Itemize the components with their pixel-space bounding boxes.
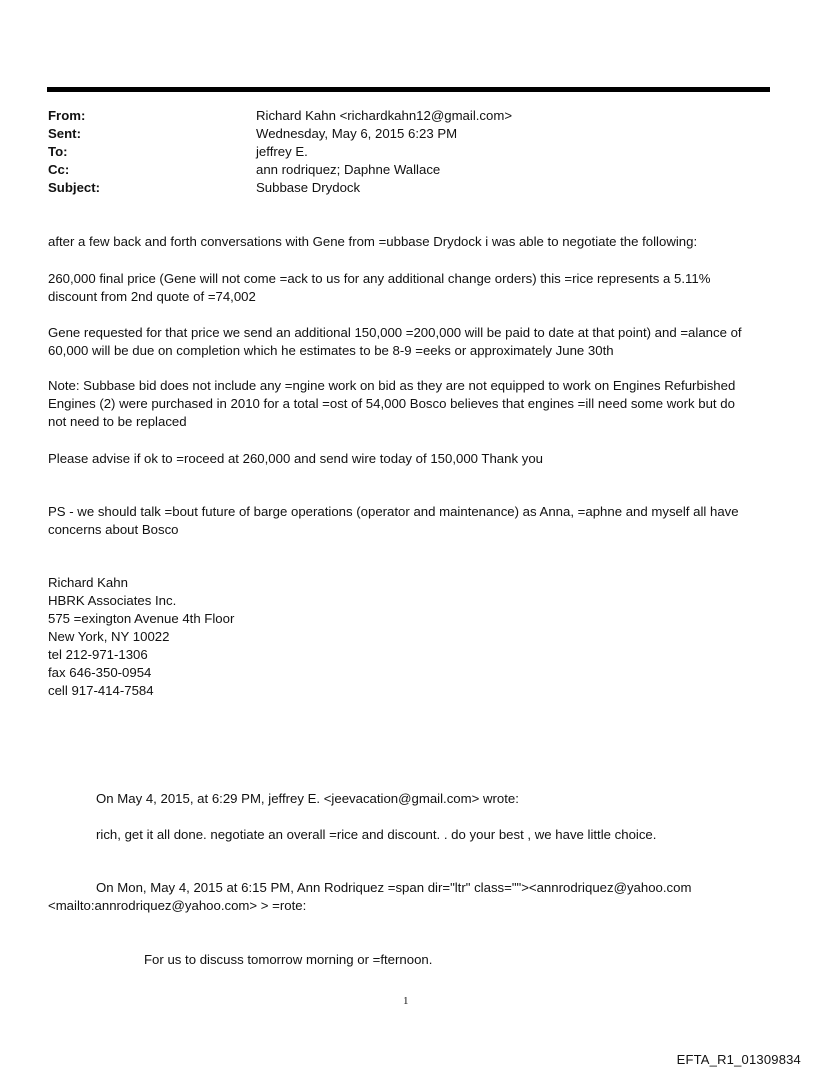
- body-paragraph-3-line-2: 60,000 will be due on completion which he estimates to be 8-9 =eeks or approximately June 30th: [48, 343, 614, 358]
- body-paragraph-2-line-1: 260,000 final price (Gene will not come =ack to us for any additional change orders) this =rice represents a 5.11%: [48, 271, 711, 286]
- body-paragraph-4-line-3: not need to be replaced: [48, 414, 187, 429]
- quote-1-header: On May 4, 2015, at 6:29 PM, jeffrey E. <jeevacation@gmail.com> wrote:: [96, 791, 519, 806]
- body-paragraph-2-line-2: discount from 2nd quote of =74,002: [48, 289, 256, 304]
- cc-label: Cc:: [48, 162, 70, 177]
- quote-2-header-line-1: On Mon, May 4, 2015 at 6:15 PM, Ann Rodriquez =span dir="ltr" class=""><annrodriquez@yahoo.com: [96, 880, 692, 895]
- quote-2-header-line-2: <mailto:annrodriquez@yahoo.com> > =rote:: [48, 898, 307, 913]
- from-label: From:: [48, 108, 86, 123]
- body-paragraph-6-line-2: concerns about Bosco: [48, 522, 179, 537]
- body-paragraph-6-line-1: PS - we should talk =bout future of barge operations (operator and maintenance) as Anna, =aphne and myself all have: [48, 504, 739, 519]
- page-number: 1: [403, 995, 409, 1007]
- body-paragraph-4-line-2: Engines (2) were purchased in 2010 for a total =ost of 54,000 Bosco believes that engines =ill need some work but do: [48, 396, 735, 411]
- signature-company: HBRK Associates Inc.: [48, 593, 177, 608]
- from-value: Richard Kahn <richardkahn12@gmail.com>: [256, 108, 513, 123]
- subject-value: Subbase Drydock: [256, 180, 361, 195]
- body-paragraph-3-line-1: Gene requested for that price we send an additional 150,000 =200,000 will be paid to date at that point) and =alance of: [48, 325, 742, 340]
- quote-2-body: For us to discuss tomorrow morning or =fternoon.: [144, 952, 433, 967]
- signature-name: Richard Kahn: [48, 575, 128, 590]
- signature-fax: fax 646-350-0954: [48, 665, 152, 680]
- header-from: [48, 107, 513, 125]
- sent-label: Sent:: [48, 126, 81, 141]
- sent-value: Wednesday, May 6, 2015 6:23 PM: [256, 126, 458, 141]
- header-subject: [48, 179, 361, 197]
- signature-tel: tel 212-971-1306: [48, 647, 148, 662]
- header-sent: [48, 125, 458, 143]
- header-to: [48, 143, 308, 161]
- body-paragraph-1: after a few back and forth conversations with Gene from =ubbase Drydock i was able to negotiate the following:: [48, 234, 698, 249]
- header-divider-rule: [47, 87, 770, 92]
- cc-value: ann rodriquez; Daphne Wallace: [256, 162, 441, 177]
- document-id: EFTA_R1_01309834: [676, 1052, 801, 1067]
- quote-1-body: rich, get it all done. negotiate an overall =rice and discount. . do your best , we have little choice.: [96, 827, 657, 842]
- to-label: To:: [48, 144, 68, 159]
- signature-address-line-2: New York, NY 10022: [48, 629, 170, 644]
- to-value: jeffrey E.: [256, 144, 308, 159]
- signature-cell: cell 917-414-7584: [48, 683, 154, 698]
- subject-label: Subject:: [48, 180, 101, 195]
- header-cc: [48, 161, 441, 179]
- body-paragraph-4-line-1: Note: Subbase bid does not include any =ngine work on bid as they are not equipped to work on Engines Refurbished: [48, 378, 736, 393]
- body-paragraph-5: Please advise if ok to =roceed at 260,000 and send wire today of 150,000 Thank you: [48, 451, 543, 466]
- signature-address-line-1: 575 =exington Avenue 4th Floor: [48, 611, 235, 626]
